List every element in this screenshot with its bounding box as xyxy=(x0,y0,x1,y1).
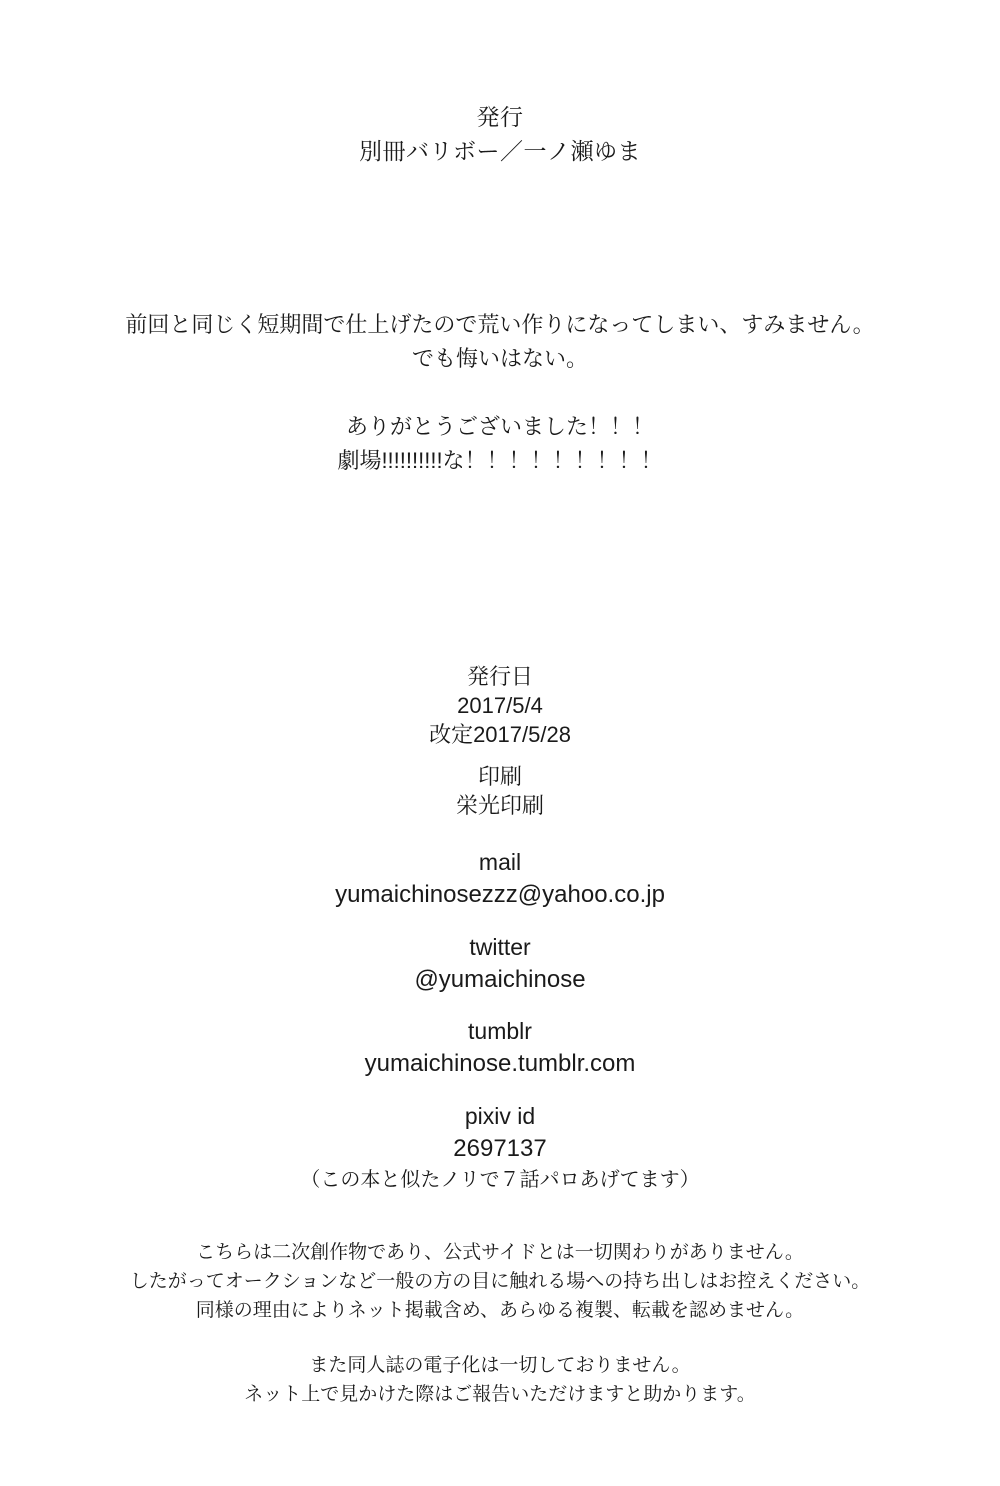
afterword-thanks-1: ありがとうございました！！！ xyxy=(345,414,654,439)
afterword-line-2: でも悔いはない。 xyxy=(411,346,588,371)
twitter-label: twitter xyxy=(469,934,531,960)
afterword-thanks-2: 劇場!!!!!!!!!!な！！！！！！！！！ xyxy=(337,448,663,473)
tumblr-label: tumblr xyxy=(468,1018,532,1044)
notice-line-3: 同様の理由によりネット掲載含め、あらゆる複製、転載を認めません。 xyxy=(195,1300,805,1321)
twitter-handle-value: @yumaichinose xyxy=(414,966,586,993)
publisher-section xyxy=(0,100,1000,168)
pixiv-id-value: 2697137 xyxy=(453,1135,547,1162)
notice-line-1: こちらは二次創作物であり、公式サイドとは一切関わりがありません。 xyxy=(196,1242,804,1263)
publication-date-section xyxy=(0,662,1000,749)
notice-line-5: ネット上で見かけた際はご報告いただけますと助かります。 xyxy=(244,1384,756,1405)
contact-mail xyxy=(0,846,1000,911)
afterword-line-1: 前回と同じく短期間で仕上げたので荒い作りになってしまい、すみません。 xyxy=(125,312,875,337)
publication-revision-value: 改定2017/5/28 xyxy=(429,722,571,747)
mail-label: mail xyxy=(478,849,522,875)
publication-date-label: 発行日 xyxy=(466,664,533,689)
pixiv-label: pixiv id xyxy=(464,1103,536,1129)
legal-notice-section xyxy=(0,1238,1000,1409)
notice-line-2: したがってオークションなど一般の方の目に触れる場への持ち出しはお控えください。 xyxy=(129,1271,871,1292)
publisher-name: 別冊バリボー／一ノ瀬ゆま xyxy=(359,138,641,164)
contact-twitter xyxy=(0,931,1000,996)
print-section xyxy=(0,762,1000,820)
publisher-label: 発行 xyxy=(476,104,524,130)
notice-line-4: また同人誌の電子化は一切しておりません。 xyxy=(309,1355,691,1376)
print-house-value: 栄光印刷 xyxy=(455,793,544,818)
print-label: 印刷 xyxy=(477,764,522,789)
tumblr-url-value: yumaichinose.tumblr.com xyxy=(364,1050,636,1077)
contact-pixiv xyxy=(0,1100,1000,1195)
contact-tumblr xyxy=(0,1015,1000,1080)
publication-date-value: 2017/5/4 xyxy=(457,693,543,718)
afterword-section xyxy=(0,308,1000,478)
pixiv-note: （この本と似たノリで７話パロあげてます） xyxy=(300,1169,700,1191)
mail-value: yumaichinosezzz@yahoo.co.jp xyxy=(335,881,665,908)
